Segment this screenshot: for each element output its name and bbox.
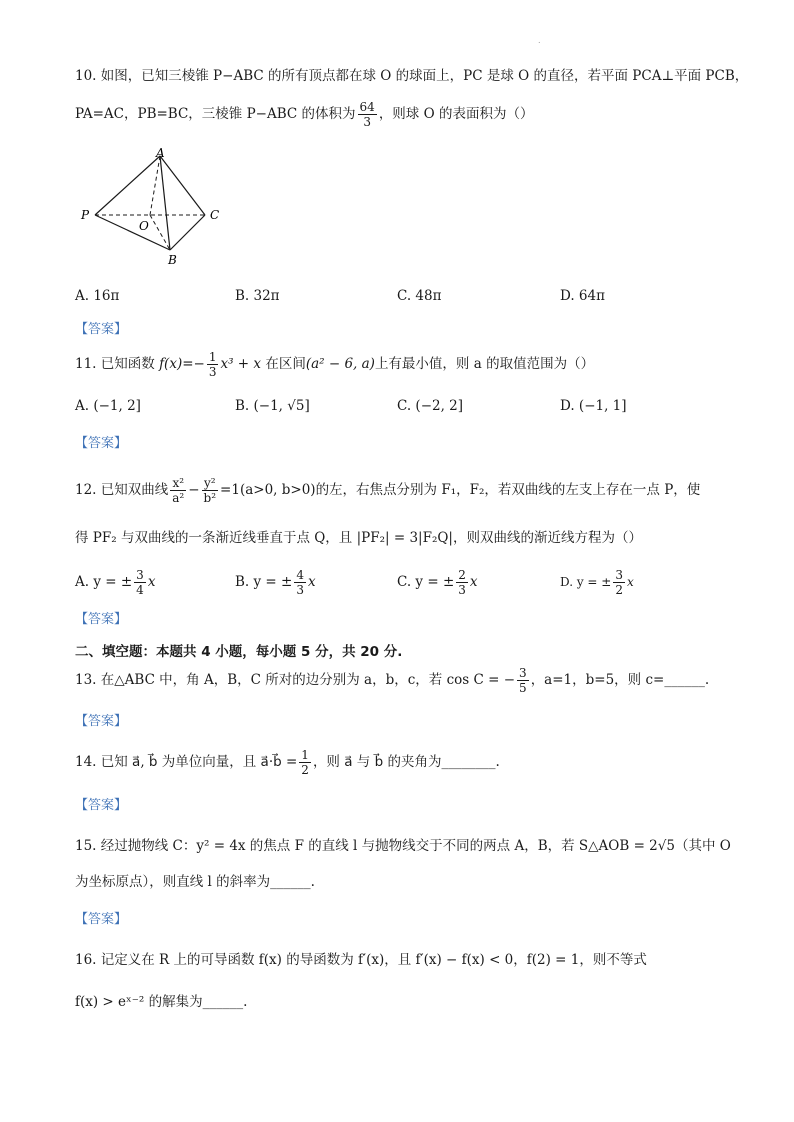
q11-line: 11. 已知函数 f(x)=− $\frac{1}{3}$ x³ + x 在区间(a² − 6, a)上有最小值，则 a 的取值范围为（） — [75, 350, 595, 379]
corner-mark: . — [538, 36, 541, 45]
q11-option-a: A. (−1, 2] — [75, 398, 141, 414]
q11-option-b: B. (−1, √5] — [235, 398, 310, 414]
label-B: B — [168, 253, 177, 266]
q15-line2: 为坐标原点），则直线 l 的斜率为______. — [75, 874, 315, 890]
q12-option-b: B. y = ± $\frac{4}{3}$ x — [235, 568, 316, 597]
q12-option-a: A. y = ± $\frac{3}{4}$ x — [75, 568, 156, 597]
q10-volume-fraction: $\frac{64}{3}$ — [359, 100, 375, 129]
q10-option-d: D. 64π — [560, 288, 605, 304]
q14-line: 14. 已知 a⃗, b⃗ 为单位向量，且 a⃗·b⃗ = $\frac{1}{2}$ ，则 a⃗ 与 b⃗ 的夹角为________. — [75, 748, 500, 777]
q11-option-c: C. (−2, 2] — [397, 398, 464, 414]
q11-option-d: D. (−1, 1] — [560, 398, 627, 414]
q10-answer: 【答案】 — [75, 322, 128, 337]
q10-option-a: A. 16π — [75, 288, 120, 304]
tetrahedron-figure — [78, 148, 238, 266]
q10-line1: 10. 如图，已知三棱锥 P−ABC 的所有顶点都在球 O 的球面上，PC 是球 O 的直径，若平面 PCA⊥平面 PCB， — [75, 68, 749, 84]
q13-answer: 【答案】 — [75, 714, 128, 729]
q14-answer: 【答案】 — [75, 798, 128, 813]
q10-line2: PA=AC，PB=BC，三棱锥 P−ABC 的体积为 $\frac{64}{3}$ ，则球 O 的表面积为（） — [75, 100, 534, 129]
q12-line2: 得 PF₂ 与双曲线的一条渐近线垂直于点 Q，且 |PF₂| = 3|F₂Q|，则双曲线的渐近线方程为（） — [75, 530, 642, 546]
q10-option-b: B. 32π — [235, 288, 280, 304]
q16-line2: f(x) > eˣ⁻² 的解集为______. — [75, 994, 248, 1010]
q12-line1: 12. 已知双曲线 $\frac{\text{x²}}{\text{a²}}$ − $\frac{\text{y²}}{\text{b²}}$ =1(a>0, b>0)的左，右焦点分别为 F₁，F₂，若双曲线的左支上存在一点 P，使 — [75, 476, 701, 505]
q10-option-c: C. 48π — [397, 288, 442, 304]
q15-line1: 15. 经过抛物线 C：y² = 4x 的焦点 F 的直线 l 与抛物线交于不同的两点 A，B，若 S△AOB = 2√5（其中 O — [75, 838, 731, 854]
q15-answer: 【答案】 — [75, 912, 128, 927]
label-C: C — [210, 208, 220, 222]
label-A: A — [156, 148, 165, 160]
q11-answer: 【答案】 — [75, 436, 128, 451]
q13-line: 13. 在△ABC 中，角 A，B，C 所对的边分别为 a，b，c，若 cos C = − $\frac{3}{5}$ ，a=1，b=5，则 c=______. — [75, 666, 710, 695]
q12-option-d: D. y = ± $\frac{3}{2}$ x — [560, 568, 634, 597]
label-P: P — [81, 208, 90, 222]
q12-answer: 【答案】 — [75, 612, 128, 627]
q16-line1: 16. 记定义在 R 上的可导函数 f(x) 的导函数为 f′(x)，且 f′(x) − f(x) < 0，f(2) = 1，则不等式 — [75, 952, 647, 968]
q12-option-c: C. y = ± $\frac{2}{3}$ x — [397, 568, 478, 597]
label-O: O — [139, 219, 149, 233]
section-heading: 二、填空题：本题共 4 小题，每小题 5 分，共 20 分. — [75, 644, 403, 660]
